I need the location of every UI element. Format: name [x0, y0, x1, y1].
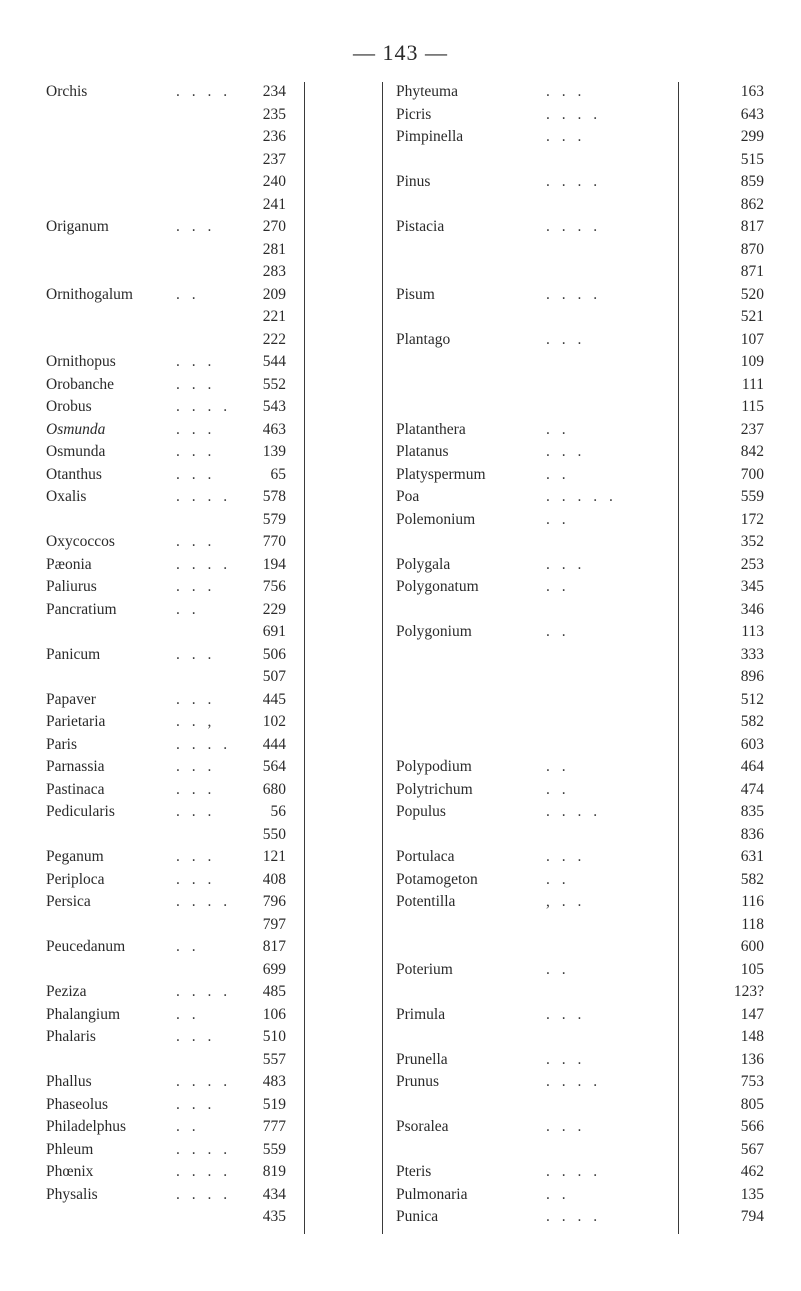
right-entry-number: 859: [740, 173, 764, 190]
left-entry-number: 237: [262, 150, 286, 168]
entry-name-text: Poa: [396, 488, 420, 505]
left-entry-name: [46, 1027, 96, 1047]
right-entry-dots: . . .: [546, 848, 586, 865]
right-entry-number: 462: [740, 1163, 764, 1180]
right-entry-number: 237: [740, 420, 764, 438]
entry-name-text: Otanthus: [46, 465, 102, 483]
right-entry-name: [396, 802, 446, 822]
right-entry-number: 836: [740, 825, 764, 843]
entry-name-text: Parietaria: [46, 713, 106, 730]
left-entry-dots: . . .: [176, 533, 216, 550]
entry-name-text: Orobanche: [46, 375, 114, 393]
right-entry-name: [396, 555, 450, 575]
right-entry-number: 753: [740, 1073, 764, 1090]
left-entry-dots: . .: [176, 938, 200, 955]
right-entry-number: 515: [740, 150, 764, 168]
right-entry-number: 870: [740, 240, 764, 258]
left-entry-dots: . . .: [176, 465, 216, 483]
left-entry-number: 578: [262, 488, 286, 505]
right-entry-number: 116: [741, 893, 764, 910]
right-entry-dots: . .: [546, 578, 570, 595]
entry-name-text: Psoralea: [396, 1118, 449, 1135]
left-entry-dots: . . . .: [176, 555, 232, 573]
right-entry-dots: . .: [546, 623, 570, 640]
right-entry-number: 794: [740, 1208, 764, 1225]
left-entry-number: 770: [262, 533, 286, 550]
left-entry-number: 544: [262, 353, 286, 370]
entry-name-text: Phaseolus: [46, 1095, 108, 1113]
entry-name-text: Philadelphus: [46, 1118, 127, 1135]
left-entry-number: 579: [262, 510, 286, 528]
right-entry-name: [396, 465, 486, 485]
right-entry-name: [396, 892, 455, 912]
left-entry-dots: . . .: [176, 803, 216, 820]
left-entry-number: 819: [262, 1163, 286, 1180]
entry-name-text: Plantago: [396, 330, 451, 348]
entry-name-text: Polygonatum: [396, 578, 479, 595]
right-entry-name: [396, 510, 475, 530]
right-entry-name: [396, 127, 463, 147]
right-entry-number: 345: [740, 578, 764, 595]
right-entry-number: 600: [740, 938, 764, 955]
entry-name-text: Platanthera: [396, 420, 466, 438]
right-entry-dots: . . . .: [546, 1163, 602, 1180]
right-entry-name: [396, 1185, 467, 1205]
left-entry-dots: . . .: [176, 870, 216, 888]
left-entry-dots: . . . .: [176, 398, 232, 415]
right-entry-dots: . . .: [546, 1050, 586, 1068]
left-entry-number: 281: [262, 240, 286, 258]
left-entry-number: 229: [262, 600, 286, 618]
left-entry-dots: . . .: [176, 758, 216, 775]
right-entry-number: 111: [741, 375, 764, 393]
left-entry-dots: . . . .: [176, 1185, 232, 1203]
left-entry-number: 102: [262, 713, 286, 730]
right-entry-name: [396, 757, 472, 777]
right-entry-name: [396, 217, 444, 237]
left-entry-name: [46, 285, 133, 305]
left-entry-dots: . . .: [176, 375, 216, 393]
right-entry-dots: . . .: [546, 83, 586, 100]
left-entry-name: [46, 532, 115, 552]
left-entry-dots: . . . .: [176, 1073, 232, 1090]
right-entry-number: 700: [740, 465, 764, 483]
entry-name-text: Platyspermum: [396, 465, 486, 483]
left-entry-number: 234: [262, 83, 286, 100]
left-entry-number: 65: [270, 465, 286, 483]
entry-name-text: Pimpinella: [396, 128, 464, 145]
left-entry-number: 408: [262, 870, 286, 888]
right-entry-dots: . . .: [546, 1005, 586, 1023]
right-entry-number: 566: [740, 1118, 764, 1135]
right-entry-dots: . .: [546, 870, 570, 888]
entry-name-text: Pancratium: [46, 600, 117, 618]
left-entry-number: 564: [262, 758, 286, 775]
entry-name-text: Prunus: [396, 1073, 440, 1090]
entry-name-text: Phleum: [46, 1140, 94, 1158]
left-entry-name: [46, 420, 105, 440]
left-entry-number: 552: [262, 375, 286, 393]
right-entry-number: 567: [740, 1140, 764, 1158]
left-entry-dots: . . . .: [176, 83, 232, 100]
left-entry-number: 240: [262, 173, 286, 190]
right-entry-name: [396, 330, 450, 350]
left-entry-number: 485: [262, 983, 286, 1000]
right-entry-number: 147: [740, 1005, 764, 1023]
right-entry-name: [396, 577, 479, 597]
left-entry-number: 543: [262, 398, 286, 415]
index-table: [46, 82, 776, 1232]
left-entry-dots: . . .: [176, 353, 216, 370]
left-entry-number: 106: [262, 1005, 286, 1023]
page-number: — 143 —: [353, 40, 448, 65]
right-entry-name: [396, 1117, 449, 1137]
right-entry-dots: . .: [546, 758, 570, 775]
left-entry-name: [46, 735, 77, 755]
entry-name-text: Pteris: [396, 1163, 432, 1180]
left-entry-number: 444: [262, 735, 286, 753]
right-entry-number: 521: [740, 308, 764, 325]
entry-name-text: Polemonium: [396, 510, 476, 528]
left-entry-name: [46, 465, 102, 485]
right-entry-number: 136: [740, 1050, 764, 1068]
entry-name-text: Parnassia: [46, 758, 105, 775]
entry-name-text: Phalaris: [46, 1028, 96, 1045]
entry-name-text: Pinus: [396, 173, 431, 190]
left-entry-number: 270: [262, 218, 286, 235]
right-entry-number: 135: [740, 1185, 764, 1203]
left-entry-number: 510: [262, 1028, 286, 1045]
left-entry-name: [46, 1095, 108, 1115]
entry-name-text: Papaver: [46, 690, 96, 708]
right-entry-dots: . .: [546, 780, 570, 798]
left-entry-dots: . . .: [176, 420, 216, 438]
right-entry-dots: . . .: [546, 330, 586, 348]
left-entry-dots: . . .: [176, 578, 216, 595]
left-entry-name: [46, 375, 114, 395]
right-entry-name: [396, 420, 466, 440]
entry-name-text: Osmunda: [46, 420, 106, 438]
left-entry-dots: . . . .: [176, 1163, 232, 1180]
right-entry-number: 520: [740, 285, 764, 303]
entry-name-text: Panicum: [46, 645, 101, 663]
left-entry-name: [46, 487, 86, 507]
left-entry-name: [46, 645, 100, 665]
right-entry-number: 582: [740, 870, 764, 888]
left-entry-dots: . . .: [176, 690, 216, 708]
entry-name-text: Origanum: [46, 218, 109, 235]
right-entry-number: 512: [740, 690, 764, 708]
entry-name-text: Peucedanum: [46, 938, 126, 955]
left-entry-dots: . . . .: [176, 983, 232, 1000]
right-entry-name: [396, 285, 435, 305]
left-entry-number: 221: [262, 308, 286, 325]
left-entry-number: 236: [262, 128, 286, 145]
right-entry-number: 109: [740, 353, 764, 370]
right-entry-dots: . . . .: [546, 173, 602, 190]
entry-name-text: Potamogeton: [396, 870, 478, 888]
left-entry-dots: . . . .: [176, 735, 232, 753]
right-entry-name: [396, 622, 472, 642]
right-entry-name: [396, 1162, 431, 1182]
entry-name-text: Platanus: [396, 443, 449, 460]
left-entry-name: [46, 397, 92, 417]
entry-name-text: Ornithogalum: [46, 285, 133, 303]
right-entry-number: 631: [740, 848, 764, 865]
left-entry-dots: . . . .: [176, 893, 232, 910]
left-entry-number: 507: [262, 668, 286, 685]
left-entry-name: [46, 1072, 92, 1092]
right-entry-number: 474: [740, 780, 764, 798]
left-entry-number: 222: [262, 330, 286, 348]
left-entry-dots: . . .: [176, 1028, 216, 1045]
left-entry-name: [46, 802, 115, 822]
right-entry-number: 805: [740, 1095, 764, 1113]
left-entry-name: [46, 690, 96, 710]
entry-name-text: Ornithopus: [46, 353, 116, 370]
right-entry-dots: . . . . .: [546, 488, 617, 505]
right-entry-number: 842: [740, 443, 764, 460]
right-entry-number: 172: [740, 510, 764, 528]
left-entry-number: 241: [262, 195, 286, 213]
right-entry-number: 464: [740, 758, 764, 775]
right-entry-dots: . .: [546, 465, 570, 483]
entry-name-text: Phalangium: [46, 1005, 121, 1023]
entry-name-text: Peganum: [46, 848, 104, 865]
right-entry-number: 105: [740, 960, 764, 978]
left-entry-dots: . . .: [176, 645, 216, 663]
left-entry-number: 797: [262, 915, 286, 933]
left-entry-name: [46, 1117, 126, 1137]
right-entry-number: 253: [740, 555, 764, 573]
left-entry-number: 235: [262, 105, 286, 123]
right-entry-number: 333: [740, 645, 764, 663]
entry-name-text: Punica: [396, 1208, 439, 1225]
entry-name-text: Oxalis: [46, 488, 87, 505]
left-entry-number: 796: [262, 893, 286, 910]
left-entry-name: [46, 577, 97, 597]
right-entry-dots: . . . .: [546, 218, 602, 235]
right-entry-number: 299: [740, 128, 764, 145]
right-entry-number: 107: [740, 330, 764, 348]
right-entry-dots: . . .: [546, 128, 586, 145]
right-entry-name: [396, 487, 419, 507]
left-entry-name: [46, 982, 86, 1002]
right-entry-dots: . .: [546, 1185, 570, 1203]
left-entry-number: 557: [262, 1050, 286, 1068]
right-entry-name: [396, 1050, 448, 1070]
right-entry-name: [396, 1207, 438, 1227]
entry-name-text: Primula: [396, 1005, 446, 1023]
left-entry-name: [46, 780, 105, 800]
left-entry-dots: . . . .: [176, 1140, 232, 1158]
left-entry-number: 550: [262, 825, 286, 843]
right-entry-number: 835: [740, 803, 764, 820]
entry-name-text: Orobus: [46, 398, 92, 415]
entry-name-text: Polytrichum: [396, 780, 473, 798]
entry-name-text: Pisum: [396, 285, 435, 303]
left-entry-dots: . .: [176, 600, 200, 618]
left-entry-number: 817: [262, 938, 286, 955]
left-entry-number: 283: [262, 263, 286, 280]
right-entry-name: [396, 870, 478, 890]
left-entry-number: 139: [262, 443, 286, 460]
right-entry-number: 148: [740, 1028, 764, 1045]
entry-name-text: Potentilla: [396, 893, 456, 910]
left-entry-name: [46, 600, 117, 620]
left-entry-dots: . . .: [176, 848, 216, 865]
right-entry-name: [396, 1005, 445, 1025]
right-entry-number: 582: [740, 713, 764, 730]
entry-name-text: Phyteuma: [396, 83, 458, 100]
left-entry-number: 121: [262, 848, 286, 865]
left-entry-name: [46, 1005, 120, 1025]
left-entry-number: 463: [262, 420, 286, 438]
left-entry-name: [46, 1185, 98, 1205]
left-entry-dots: . . .: [176, 780, 216, 798]
left-entry-number: 506: [262, 645, 286, 663]
entry-name-text: Pistacia: [396, 218, 445, 235]
right-entry-name: [396, 960, 453, 980]
entry-name-text: Picris: [396, 105, 432, 123]
right-entry-dots: . .: [546, 960, 570, 978]
right-entry-name: [396, 780, 473, 800]
right-entry-number: 163: [740, 83, 764, 100]
right-entry-dots: . . .: [546, 1118, 586, 1135]
left-entry-number: 434: [262, 1185, 286, 1203]
left-entry-name: [46, 555, 92, 575]
left-entry-name: [46, 712, 105, 732]
right-entry-name: [396, 172, 430, 192]
left-entry-name: [46, 1140, 93, 1160]
entry-name-text: Pæonia: [46, 555, 92, 573]
right-entry-dots: . . .: [546, 555, 586, 573]
left-entry-dots: . . .: [176, 218, 216, 235]
right-entry-number: 643: [740, 105, 764, 123]
entry-name-text: Populus: [396, 803, 446, 820]
right-entry-dots: . .: [546, 510, 570, 528]
entry-name-text: Prunella: [396, 1050, 448, 1068]
left-entry-name: [46, 757, 105, 777]
right-entry-number: 603: [740, 735, 764, 753]
left-entry-number: 519: [262, 1095, 286, 1113]
entry-name-text: Paris: [46, 735, 77, 753]
left-entry-number: 194: [262, 555, 286, 573]
entry-name-text: Osmunda: [46, 443, 106, 460]
right-entry-number: 871: [740, 263, 764, 280]
left-entry-name: [46, 82, 87, 102]
left-entry-number: 483: [262, 1073, 286, 1090]
right-entry-number: 559: [740, 488, 764, 505]
left-entry-dots: . . ,: [176, 713, 216, 730]
left-entry-dots: . . .: [176, 1095, 216, 1113]
entry-name-text: Oxycoccos: [46, 533, 115, 550]
right-entry-number: 817: [740, 218, 764, 235]
entry-name-text: Orchis: [46, 83, 88, 100]
left-entry-dots: . . . .: [176, 488, 232, 505]
right-entry-dots: . . . .: [546, 285, 602, 303]
entry-name-text: Pedicularis: [46, 803, 115, 820]
left-entry-number: 699: [262, 960, 286, 978]
entry-name-text: Portulaca: [396, 848, 455, 865]
entry-name-text: Phallus: [46, 1073, 92, 1090]
entry-name-text: Periploca: [46, 870, 105, 888]
left-entry-name: [46, 847, 104, 867]
entry-name-text: Polygala: [396, 555, 451, 573]
left-entry-number: 435: [262, 1208, 286, 1225]
right-entry-dots: . . . .: [546, 105, 602, 123]
right-entry-number: 113: [741, 623, 764, 640]
left-entry-number: 777: [262, 1118, 286, 1135]
entry-name-text: Paliurus: [46, 578, 97, 595]
left-entry-dots: . . .: [176, 443, 216, 460]
left-entry-number: 445: [262, 690, 286, 708]
left-entry-number: 209: [262, 285, 286, 303]
left-entry-name: [46, 892, 91, 912]
column-rule-right: [678, 82, 679, 1234]
left-entry-number: 756: [262, 578, 286, 595]
left-entry-name: [46, 442, 105, 462]
right-entry-number: 118: [741, 915, 764, 933]
right-entry-number: 346: [740, 600, 764, 618]
entry-name-text: Polygonium: [396, 623, 472, 640]
entry-name-text: Persica: [46, 893, 91, 910]
left-entry-name: [46, 217, 109, 237]
entry-name-text: Peziza: [46, 983, 87, 1000]
left-entry-number: 559: [262, 1140, 286, 1158]
left-entry-number: 56: [270, 803, 286, 820]
left-entry-name: [46, 352, 116, 372]
left-entry-dots: . .: [176, 285, 200, 303]
left-entry-dots: . .: [176, 1118, 200, 1135]
right-entry-number: 123?: [733, 983, 764, 1000]
left-entry-name: [46, 1162, 93, 1182]
right-entry-dots: . . . .: [546, 1208, 602, 1225]
right-entry-number: 115: [741, 398, 764, 415]
right-entry-name: [396, 847, 455, 867]
right-entry-name: [396, 1072, 439, 1092]
left-entry-number: 691: [262, 623, 286, 640]
left-entry-name: [46, 937, 125, 957]
right-entry-name: [396, 442, 449, 462]
left-entry-name: [46, 870, 105, 890]
right-entry-name: [396, 105, 431, 125]
right-entry-name: [396, 82, 458, 102]
right-entry-number: 352: [740, 533, 764, 550]
right-entry-dots: . . . .: [546, 1073, 602, 1090]
entry-name-text: Pastinaca: [46, 780, 105, 798]
right-entry-number: 896: [740, 668, 764, 685]
column-rule-middle: [382, 82, 383, 1234]
entry-name-text: Poterium: [396, 960, 453, 978]
column-rule-left: [304, 82, 305, 1234]
right-entry-dots: . . .: [546, 443, 586, 460]
right-entry-number: 862: [740, 195, 764, 213]
right-entry-dots: . . . .: [546, 803, 602, 820]
entry-name-text: Pulmonaria: [396, 1185, 468, 1203]
entry-name-text: Physalis: [46, 1185, 98, 1203]
left-entry-dots: . .: [176, 1005, 200, 1023]
entry-name-text: Phœnix: [46, 1163, 94, 1180]
right-entry-dots: , . .: [546, 893, 586, 910]
left-entry-number: 680: [262, 780, 286, 798]
right-entry-dots: . .: [546, 420, 570, 438]
entry-name-text: Polypodium: [396, 758, 472, 775]
